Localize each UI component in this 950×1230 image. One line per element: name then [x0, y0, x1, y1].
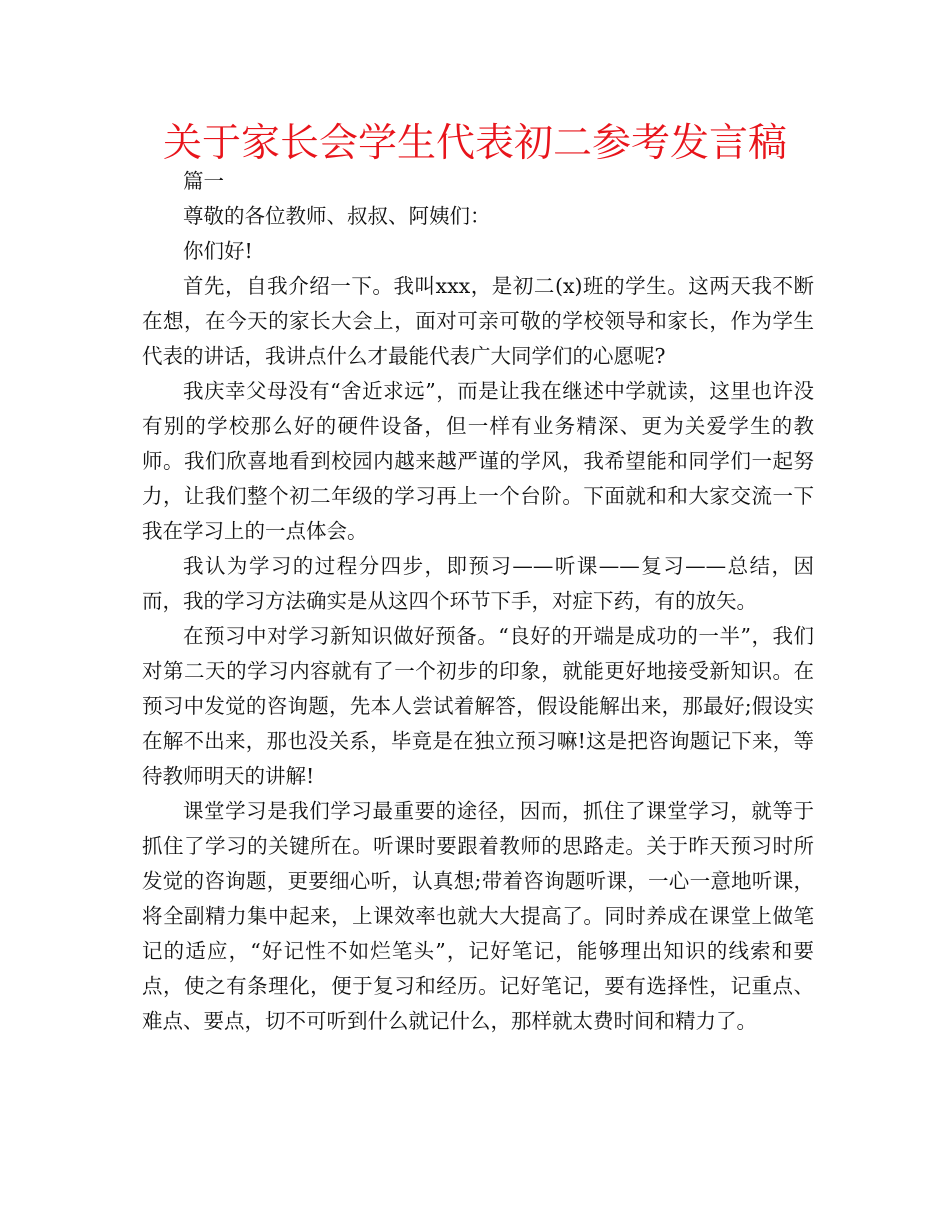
body-paragraph: 我认为学习的过程分四步，即预习——听课——复习——总结，因而，我的学习方法确实是从这四个环节下手，对症下药，有的放矢。: [142, 554, 814, 613]
section-label: 篇一: [183, 169, 224, 193]
body-paragraph: 首先，自我介绍一下。我叫xxx，是初二(x)班的学生。这两天我不断在想，在今天的家长大会上，面对可亲可敬的学校领导和家长，作为学生代表的讲话，我讲点什么才最能代表广大同学们的心愿呢?: [142, 274, 814, 368]
body-paragraph: 课堂学习是我们学习最重要的途径，因而，抓住了课堂学习，就等于抓住了学习的关键所在。听课时要跟着教师的思路走。关于昨天预习时所发觉的咨询题，更要细心听，认真想;带着咨询题听课，一心一意地听课，将全副精力集中起来，上课效率也就大大提高了。同时养成在课堂上做笔记的适应，“好记性不如烂笔头”，记好笔记，能够理出知识的线索和要点，使之有条理化，便于复习和经历。记好笔记，要有选择性，记重点、难点、要点，切不可听到什么就记什么，那样就太费时间和精力了。: [142, 799, 814, 1033]
salutation: 尊敬的各位教师、叔叔、阿姨们：: [183, 204, 491, 228]
document-body: [142, 164, 814, 1039]
greeting: 你们好!: [183, 239, 253, 263]
body-paragraph: 我庆幸父母没有“舍近求远”，而是让我在继述中学就读，这里也许没有别的学校那么好的硬件设备，但一样有业务精深、更为关爱学生的教师。我们欣喜地看到校园内越来越严谨的学风，我希望能和同学们一起努力，让我们整个初二年级的学习再上一个台阶。下面就和和大家交流一下我在学习上的一点体会。: [142, 379, 814, 543]
body-paragraph: 在预习中对学习新知识做好预备。“良好的开端是成功的一半”，我们对第二天的学习内容就有了一个初步的印象，就能更好地接受新知识。在预习中发觉的咨询题，先本人尝试着解答，假设能解出来，那最好;假设实在解不出来，那也没关系，毕竟是在独立预习嘛!这是把咨询题记下来，等待教师明天的讲解!: [142, 624, 814, 788]
document-title: 关于家长会学生代表初二参考发言稿: [162, 121, 787, 166]
